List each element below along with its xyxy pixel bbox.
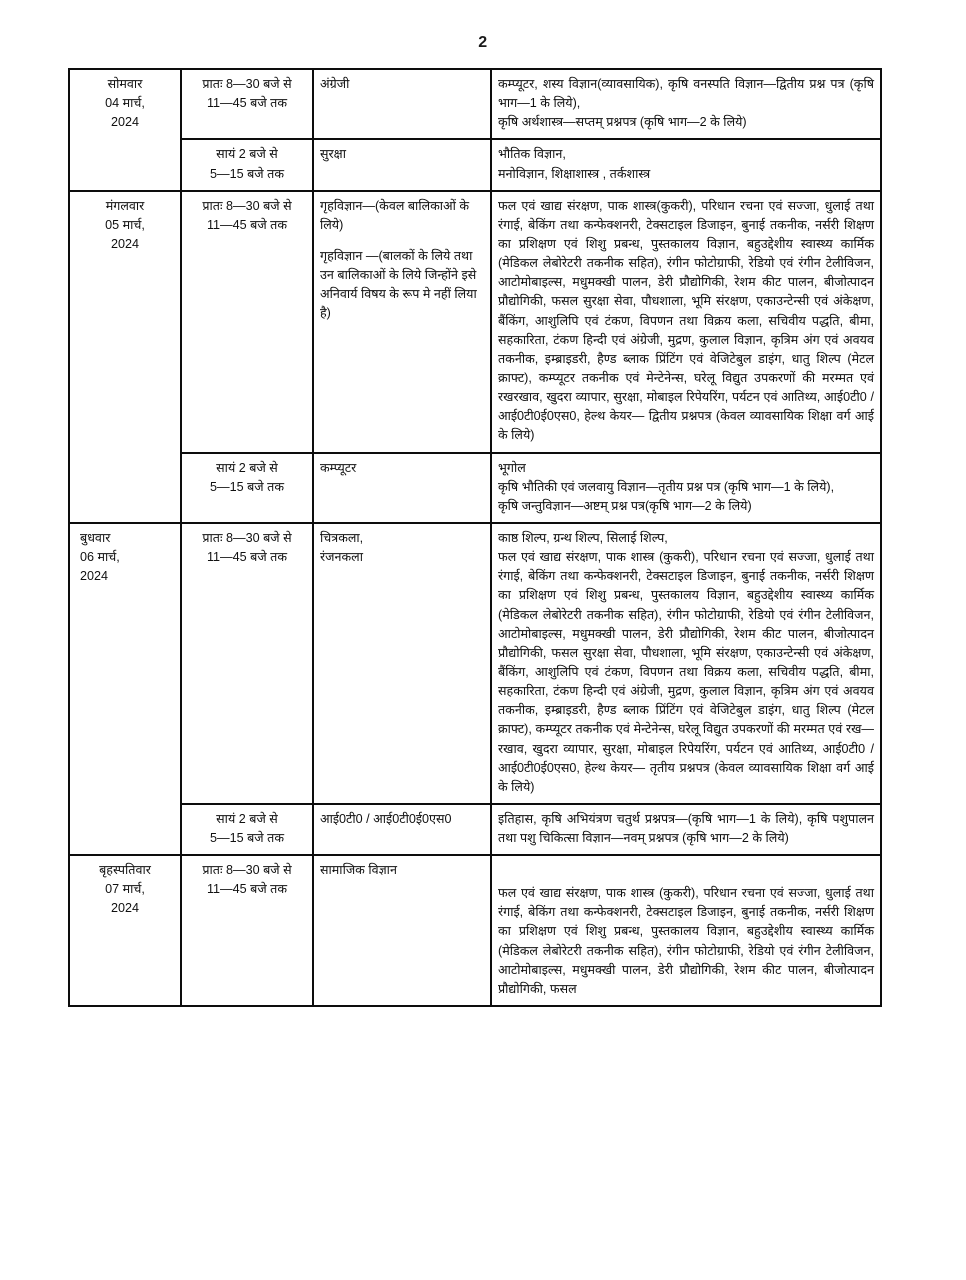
papers-cell [491,139,881,190]
time-line-1: सायं 2 बजे से [216,811,278,826]
subject-cell [313,453,491,523]
time-cell [181,191,313,453]
table-row [69,804,881,855]
subject-entry: कम्प्यूटर [320,460,357,475]
table-row [69,453,881,523]
time-line-2: 11—45 बजे तक [206,550,288,565]
papers-cell [491,804,881,855]
time-cell [181,523,313,804]
subject-entry: चित्रकला, [320,530,364,545]
paper-line: कृषि जन्तुविज्ञान—अष्टम् प्रश्न पत्र(कृषि भाग—2 के लिये) [498,498,752,513]
time-line-2: 11—45 बजे तक [206,96,288,111]
paper-line: कम्प्यूटर, शस्य विज्ञान(व्यावसायिक), कृषि वनस्पति विज्ञान—द्वितीय प्रश्न पत्र (कृषि भाग—1 के लिये), [498,77,874,111]
paper-line: काष्ठ शिल्प, ग्रन्थ शिल्प, सिलाई शिल्प, [498,530,668,545]
timetable-body [69,69,881,1006]
day-name: मंगलवार [105,198,145,213]
papers-cell [491,453,881,523]
table-row [69,191,881,453]
time-cell [181,69,313,139]
time-line-1: सायं 2 बजे से [216,460,278,475]
subject-entry: सामाजिक विज्ञान [320,863,397,878]
time-cell [181,453,313,523]
time-line-1: प्रातः 8—30 बजे से [202,77,292,91]
day-year: 2024 [110,115,140,130]
table-row [69,139,881,190]
paper-line: फल एवं खाद्य संरक्षण, पाक शास्त्र (कुकरी), परिधान रचना एवं सज्जा, धुलाई तथा रंगाई, बेकिंग तथा कन्फेक्शनरी, टेक्सटाइल डिजाइन, बुनाई तकनीक, नर्सरी शिक्षण का प्रशिक्षण एवं शिशु प्रबन्ध, पुस्तकालय विज्ञान, बहुउद्देशीय स्वास्थ्य कार्मिक (मेडिकल लेबोरेटरी तकनीक सहित), रंगीन फोटोग्राफी, रेडियो एवं रंगीन टेलीविजन, आटोमोबाइल्स, मधुमक्खी पालन, डेरी प्रौद्योगिकी, रेशम कीट पालन, बीजोत्पादन प्रौद्योगिकी, फसल [498,886,874,996]
day-name: बृहस्पतिवार [99,863,151,878]
day-cell-tuesday [69,191,181,523]
exam-timetable [68,68,882,1007]
time-line-1: प्रातः 8—30 बजे से [202,198,292,213]
day-cell-monday [69,69,181,191]
papers-cell [491,855,881,1006]
subject-entry: आई0टी0 / आई0टी0ई0एस0 [320,811,452,826]
subject-entry: रंजनकला [320,550,363,565]
day-name: बुधवार [80,530,111,545]
day-year: 2024 [110,901,140,916]
paper-line: कृषि अर्थशास्त्र—सप्तम् प्रश्नपत्र (कृषि भाग—2 के लिये) [498,115,747,130]
day-date: 05 मार्च, [105,217,145,232]
subject-cell [313,69,491,139]
time-cell [181,139,313,190]
subject-entry: सुरक्षा [320,147,346,162]
time-line-2: 11—45 बजे तक [206,882,288,897]
subject-entry: गृहविज्ञान—(केवल बालिकाओं के लिये) [320,198,470,232]
day-name: सोमवार [107,77,143,91]
page-number: 2 [478,34,488,51]
day-date: 04 मार्च, [105,96,145,111]
paper-line: इतिहास, कृषि अभियंत्रण चतुर्थ प्रश्नपत्र—(कृषि भाग—1 के लिये), कृषि पशुपालन तथा पशु चिकित्सा विज्ञान—नवम् प्रश्नपत्र (कृषि भाग—2 के लिये) [498,811,874,846]
time-line-1: प्रातः 8—30 बजे से [202,530,292,545]
time-cell [181,804,313,855]
time-line-2: 5—15 बजे तक [210,479,284,494]
papers-cell [491,69,881,139]
paper-line: फल एवं खाद्य संरक्षण, पाक शास्त्र (कुकरी), परिधान रचना एवं सज्जा, धुलाई तथा रंगाई, बेकिंग तथा कन्फेक्शनरी, टेक्सटाइल डिजाइन, बुनाई तकनीक, नर्सरी शिक्षण का प्रशिक्षण एवं शिशु प्रबन्ध, पुस्तकालय विज्ञान, बहुउद्देशीय स्वास्थ्य कार्मिक (मेडिकल लेबोरेटरी तकनीक सहित), रंगीन फोटोग्राफी, रेडियो एवं रंगीन टेलीविजन, आटोमोबाइल्स, मधुमक्खी पालन, डेरी प्रौद्योगिकी, रेशम कीट पालन, बीजोत्पादन प्रौद्योगिकी, फसल सुरक्षा सेवा, पौधशाला, भूमि संरक्षण, एकाउन्टेन्सी एवं अंकेक्षण, बैंकिंग, आशुलिपि एवं टंकण, विपणन तथा विक्रय कला, सचिवीय पद्धति, बीमा, सहकारिता, टंकण हिन्दी एवं अंग्रेजी, मुद्रण, कुलाल विज्ञान, कृत्रिम अंग एवं अवयव तकनीक, इम्ब्राइडरी, हैण्ड ब्लाक प्रिंटिंग एवं वेजिटेबुल डाइंग, धातु शिल्प (मेटल क्राफ्ट), कम्प्यूटर तकनीक एवं मेन्टेनेन्स, घरेलू विद्युत उपकरणों की मरम्मत एवं रख—रखाव, खुदरा व्यापार, सुरक्षा, मोबाइल रिपेयरिंग, पर्यटन एवं आतिथ्य, आई0टी0 / आई0टी0ई0एस0, हेल्थ केयर— तृतीय प्रश्नपत्र (केवल व्यावसायिक शिक्षा वर्ग आई के लिये) [498,550,874,794]
paper-line: मनोविज्ञान, शिक्षाशास्त्र , तर्कशास्त्र [498,166,651,181]
table-row [69,855,881,1006]
subject-cell [313,855,491,1006]
time-line-2: 11—45 बजे तक [206,217,288,232]
time-line-2: 5—15 बजे तक [210,166,284,181]
subject-cell [313,523,491,804]
day-date: 06 मार्च, [80,550,120,565]
day-cell-wednesday [69,523,181,855]
day-year: 2024 [110,236,140,251]
papers-cell [491,191,881,453]
subject-entry: अंग्रेजी [320,77,350,91]
timetable-container [68,68,880,1007]
time-line-1: प्रातः 8—30 बजे से [202,863,292,878]
subject-cell [313,804,491,855]
time-cell [181,855,313,1006]
paper-line: भूगोल [498,460,526,475]
table-row [69,69,881,139]
day-year: 2024 [80,569,109,584]
subject-entry: गृहविज्ञान —(बालकों के लिये तथा उन बालिकाओं के लिये जिन्होंने इसे अनिवार्य विषय के रूप मे नहीं लिया है) [320,248,477,321]
day-cell-thursday [69,855,181,1006]
time-line-1: सायं 2 बजे से [216,147,278,162]
table-row [69,523,881,804]
paper-line: भौतिक विज्ञान, [498,147,566,162]
subject-cell [313,139,491,190]
day-date: 07 मार्च, [105,882,145,897]
paper-line: कृषि भौतिकी एवं जलवायु विज्ञान—तृतीय प्रश्न पत्र (कृषि भाग—1 के लिये), [498,479,835,494]
paper-line: फल एवं खाद्य संरक्षण, पाक शास्त्र(कुकरी), परिधान रचना एवं सज्जा, धुलाई तथा रंगाई, बेकिंग तथा कन्फेक्शनरी, टेक्सटाइल डिजाइन, बुनाई तकनीक, नर्सरी शिक्षण का प्रशिक्षण एवं शिशु प्रबन्ध, पुस्तकालय विज्ञान, बहुउद्देशीय स्वास्थ्य कार्मिक (मेडिकल लेबोरेटरी तकनीक सहित), रंगीन फोटोग्राफी, रेडियो एवं रंगीन टेलीविजन, आटोमोबाइल्स, मधुमक्खी पालन, डेरी प्रौद्योगिकी, रेशम कीट पालन, बीजोत्पादन प्रौद्योगिकी, फसल सुरक्षा सेवा, पौधशाला, भूमि संरक्षण, एकाउन्टेन्सी एवं अंकेक्षण, बैंकिंग, आशुलिपि एवं टंकण, विपणन तथा विक्रय कला, सचिवीय पद्धति, बीमा, सहकारिता, टंकण हिन्दी एवं अंग्रेजी, मुद्रण, कुलाल विज्ञान, कृत्रिम अंग एवं अवयव तकनीक, इम्ब्राइडरी, हैण्ड ब्लाक प्रिंटिंग एवं वेजिटेबुल डाइंग, धातु शिल्प (मेटल क्राफ्ट), कम्प्यूटर तकनीक एवं मेन्टेनेन्स, घरेलू विद्युत उपकरणों की मरम्मत एवं रखरखाव, खुदरा व्यापार, सुरक्षा, मोबाइल रिपेयरिंग, पर्यटन एवं आतिथ्य, आई0टी0 / आई0टी0ई0एस0, हेल्थ केयर— द्वितीय प्रश्नपत्र (केवल व्यावसायिक शिक्षा वर्ग आई के लिये) [498,198,874,443]
papers-cell [491,523,881,804]
time-line-2: 5—15 बजे तक [210,831,284,846]
subject-cell [313,191,491,453]
